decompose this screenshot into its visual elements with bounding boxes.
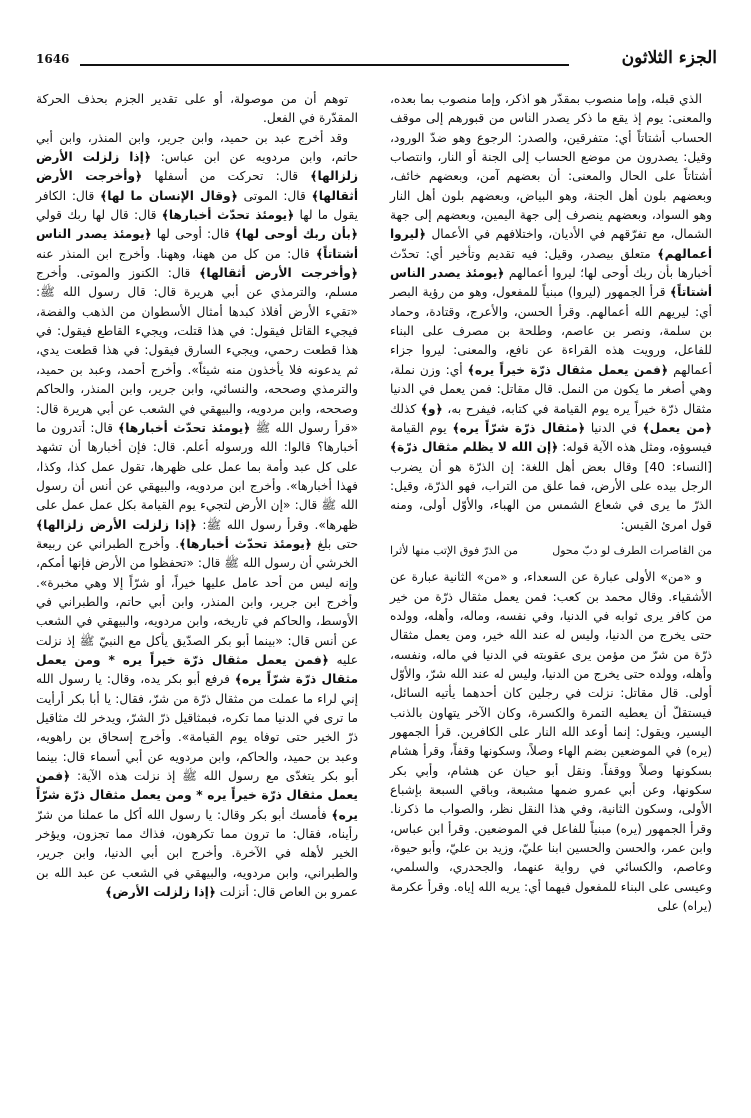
page-number: 1646 [36, 52, 70, 66]
poem-hemistich: من القاصرات الطرف لو دبّ محول [552, 543, 712, 557]
text: الذي قبله، وإما منصوب بمقدّر هو اذكر، وإما منصوب بما بعده، والمعنى: يوم إذ يقع ما ذكر يصدر الناس من قبورهم إلى موقف الحساب أشتاتاً أي: متفرقين، والصدر: الرجوع وهو ضدّ الورود، وقيل: يصدرون من موضع الحساب إلى الجنة أو النار، وانتصاب أشتاتاً على الحال والمعنى: أن بعضهم آمن، وبعضهم خائف، وبعضهم بلون أهل الجنة، وهو البياض، وبعضهم بلون أهل النار وهو السواد، وبعضهم ينصرف إلى جهة اليمين، وبعضهم إلى جهة الشمال، مع تفرّقهم في الأديان، واختلافهم في الأعمال [390, 92, 712, 242]
quran-verse: ﴿يومئذ يصدر الناس أشتاتاً﴾ [390, 266, 712, 300]
text: قال: الموتى [243, 188, 306, 203]
right-column [390, 90, 712, 916]
quran-verse: ﴿وقال الإنسان ما لها﴾ [100, 188, 238, 203]
quran-verse: ﴿و﴾ [420, 401, 443, 416]
text: يوم القيامة فيسوؤه، ومثل هذه الآية قوله: [390, 420, 712, 455]
text: كذلك [390, 401, 417, 416]
text: فرفع أبو بكر يده، وقال: يا رسول الله إني لراء ما عملت من مثقال ذرّة من شرّ، فقال: يا أبا بكر أرأيت ما ترى في الدنيا مما تكره، فبمثاقيل ذرّ الشرّ، ويدخر لك مثاقيل ذرّ الخير حتى توفاه يوم القيامة». وأخرج إسحاق بن راهويه، وعبد بن حميد، والحاكم، وابن مردويه عن أبي أسماء قال: بينما أبو بكر يتغدّى مع رسول الله ﷺ إذ نزلت هذه الآية: [36, 672, 358, 784]
quran-verse: ﴿بأن ربك أوحى لها﴾ [234, 227, 359, 242]
text: توهم أن من موصولة، أو على تقدير الجزم بحذف الحركة المقدّرة في الفعل. [36, 92, 358, 126]
text: حتى بلغ [317, 536, 359, 551]
text: . وأخرج الطبراني عن ربيعة الخرشي أن رسول الله ﷺ قال: «تحفظوا من الأرض فإنها أمكم، وإنه ليس من أحد عامل عليها خيراً، أو شرّاً إلا وهي مخبرة». وأخرج ابن جرير، وابن المنذر، وابن أبي حاتم، والطبراني في الأوسط، والحاكم في تاريخه، وابن مردويه، والبيهقي في الشعب عن أنس قال: «بينما أبو بكر الصدّيق يأكل مع النبيّ ﷺ إذ نزلت عليه [36, 536, 358, 667]
quran-verse: ﴿فمن يعمل مثقال ذرّة خيراً يره﴾ [467, 362, 669, 377]
text: متعلق بيصدر، وقيل: فيه تقديم وتأخير أي: تحدّث أخبارها بأن ربك أوحى لها؛ ليروا أعمالهم [390, 246, 712, 281]
text: قال: الكافر يقول ما لها [36, 188, 359, 223]
quran-verse: ﴿وأخرجت الأرض أثقالها﴾ [36, 169, 359, 203]
left-column [36, 90, 358, 902]
text: قرأ الجمهور (ليروا) مبنياً للمفعول، وهو من رؤية البصر أي: ليريهم الله أعمالهم. وقرأ الحسن، والأعرج، وقتادة، وحماد بن سلمة، ونصر بن عاصم، وطلحة بن مصرف على البناء للفاعل، ورويت هذه القراءة عن نافع، والمعنى: ليروا جزاء أعمالهم [390, 285, 713, 377]
paragraph [390, 90, 712, 535]
text: قال: قال لها ربك قولي [36, 208, 157, 223]
text: أي: وزن نملة، وهي أصغر ما يكون من النمل. قال مقاتل: فمن يعمل في الدنيا مثقال ذرّة خيراً يره يوم القيامة في كتابه، فيفرح به، [390, 362, 712, 416]
text: [النساء: 40] وقال بعض أهل اللغة: إن الذرّة هو أن يضرب الرجل بيده على الأرض، فما علق من التراب، فهو الذرّة، وقيل: الذرّ ما يرى في شعاع الشمس من الهباء، والأوّل أولى، ومنه قول امرئ القيس: [390, 459, 712, 532]
quran-verse: ﴿يومئذ تحدّث أخبارها﴾ [118, 420, 251, 435]
quran-verse: ﴿من يعمل﴾ [642, 420, 713, 435]
quran-verse: ﴿مثقال ذرّة شرّاً يره﴾ [452, 420, 586, 435]
text: في الدنيا [590, 420, 637, 435]
quran-verse: ﴿إن الله لا يظلم مثقال ذرّة﴾ [390, 440, 559, 455]
paragraph [36, 129, 358, 903]
quran-verse: ﴿إذا زلزلت الأرض زلزالها﴾ [36, 150, 358, 184]
quran-verse: ﴿يومئذ تحدّث أخبارها﴾ [161, 208, 295, 223]
paragraph [36, 90, 358, 129]
text: قال: من كل من ههنا، وههنا. وأخرج ابن المنذر عنه [36, 246, 310, 261]
quran-verse: ﴿يومئذ يصدر الناس أشتاتاً﴾ [36, 227, 358, 261]
page-header [36, 44, 717, 74]
text: وقد أخرج عبد بن حميد، وابن جرير، وابن المنذر، وابن أبي حاتم، وابن مردويه عن ابن عباس: [36, 130, 358, 165]
quran-verse: ﴿يومئذ تحدّث أخبارها﴾ [179, 536, 312, 551]
quran-verse: ﴿ليروا أعمالهم﴾ [390, 227, 712, 261]
poem-hemistich: من الذرّ فوق الإتب منها لأثرا [390, 543, 519, 557]
header-rule [80, 64, 569, 66]
text: قال: أوحى لها [156, 227, 230, 242]
paragraph [390, 568, 712, 916]
quran-verse: ﴿فمن يعمل مثقال ذرّة خيراً يره * ومن يعمل مثقال ذرّة شرّاً يره﴾ [36, 652, 358, 687]
text: قال: الكنوز والموتى. وأخرج مسلم، والترمذي عن أبي هريرة قال: قال رسول الله ﷺ: «تقيء الأرض أفلاذ كبدها أمثال الأسطوان من الذهب والفضة، فيجيء القاتل فيقول: في هذا قتلت، ويجيء القاطع فيقول: في هذا قطعت رحمي، ويجيء السارق فيقول: في هذا قطعت يدي، ثم يدعونه فلا يأخذون منه شيئاً». وأخرج أحمد، وعبد بن حميد، والترمذي وصححه، والنسائي، وابن جرير، وابن المنذر، والحاكم وصححه، وابن مردويه، والبيهقي في الشعب عن أبي هريرة قال: «قرأ رسول الله ﷺ [36, 266, 359, 435]
quran-verse: ﴿فمن يعمل مثقال ذرّة خيراً يره * ومن يعمل مثقال ذرّة شرّاً يره﴾ [36, 769, 358, 822]
poem-line [390, 541, 712, 560]
quran-verse: ﴿إذا زلزلت الأرض﴾ [105, 885, 216, 900]
quran-verse: ﴿إذا زلزلت الأرض زلزالها﴾ [36, 517, 197, 532]
text: و «من» الأولى عبارة عن السعداء، و «من» الثانية عبارة عن الأشقياء. وقال محمد بن كعب: فمن يعمل مثقال ذرّة من خير من كافر يرى ثوابه في الدنيا، وفي نفسه، وماله، وأهله، وولده حتى يخرج من الدنيا، وليس له عند الله خير، ومن يعمل مثقال ذرّة من شرّ من مؤمن يرى عقوبته في الدنيا في ماله، ونفسه، وأهله، وولده حتى يخرج من الدنيا، وليس له عند الله شرّ، والأوّل أولى. قال مقاتل: نزلت في رجلين كان أحدهما يأتيه السائل، فيستقلّ أن يعطيه التمرة والكسرة، وكان الآخر يتهاون بالذنب اليسير، ويقول: إنما أوعد الله النار على الكافرين. قرأ الجمهور (يره) في الموضعين بضم الهاء وصلاً، وسكونها وقفاً، وقرأ هشام بسكونها وصلاً ووقفاً. ونقل أبو حيان عن هشام، وأبي بكر سكونها، وعن أبي عمرو ضمها مشبعة، وباقي السبعة بإشباع الأولى، وسكون الثانية، وفي هذا النقل نظر، والصواب ما ذكرنا. وقرأ الجمهور (يره) مبنياً للفاعل في الموضعين. وقرأ ابن عباس، وابن عمر، والحسن والحسين ابنا عليّ، وزيد بن عليّ، وأبو حيوة، وعاصم، والكسائي في رواية عنهما، والجحدري، والسلمي، وعيسى على البناء للمفعول فيهما أي: يريه الله إياه. وقرأ عكرمة (يراه) على [390, 570, 712, 914]
text: قال: أتدرون ما أخبارها؟ قالوا: الله ورسوله أعلم. قال: فإن أخبارها أن تشهد على كل عبد وأمة بما عمل على ظهرها، تقول عمل كذا، وكذا، فهذا أخبارها». وأخرج ابن مردويه، والبيهقي عن أنس أن رسول الله ﷺ قال: «إن الأرض لتجيء يوم القيامة بكل عمل عمل على ظهرها». وقرأ رسول الله ﷺ: [36, 420, 359, 532]
running-title: الجزء الثلاثون [621, 48, 717, 68]
text: فأمسك أبو بكر وقال: يا رسول الله أكل ما عملنا من شرّ رأيناه، فقال: ما ترون مما تكرهون، فذاك مما تجزون، ويؤخر الخير لأهله في الآخرة. وأخرج ابن أبي الدنيا، وابن جرير، والطبراني، وابن مردويه، والبيهقي في الشعب عن عبد الله بن عمرو بن العاص قال: أنزلت [36, 807, 358, 900]
text: قال: تحركت من أسفلها [154, 169, 299, 184]
quran-verse: ﴿وأخرجت الأرض أثقالها﴾ [199, 266, 358, 281]
